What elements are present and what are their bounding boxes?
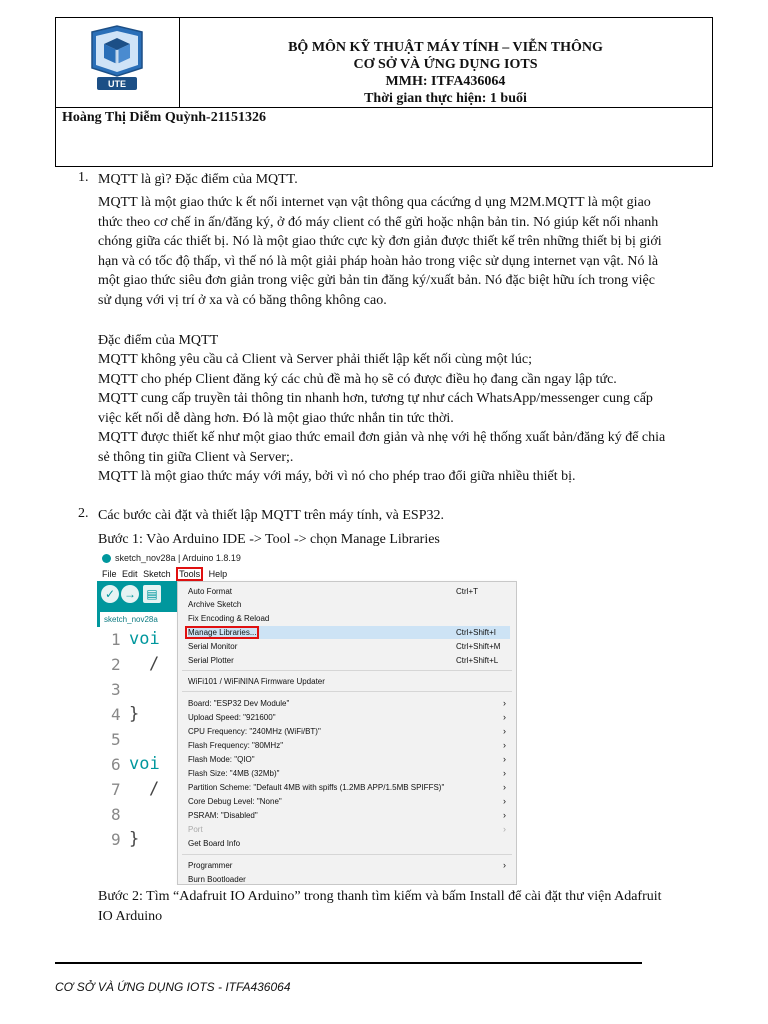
- code-line-2: /: [149, 654, 160, 674]
- feature-line: MQTT cho phép Client đăng ký các chủ đề mà họ sẽ có được điều họ đang cần ngay lập tức.: [98, 371, 617, 387]
- chevron-right-icon: ›: [503, 782, 506, 792]
- code-line-7: /: [149, 779, 160, 799]
- para-line: sử dụng với vị trí ở xa và có băng thông không cao.: [98, 292, 387, 308]
- header-row: [56, 18, 712, 108]
- code-line-1: voi: [129, 629, 160, 649]
- line-number: 7: [111, 780, 121, 799]
- features-list: [98, 350, 718, 487]
- window-titlebar: [97, 550, 517, 566]
- section-1-number: 1.: [78, 170, 89, 185]
- feature-line: sẻ thông tin giữa Client và Server;.: [98, 449, 294, 465]
- menu-bar: [97, 567, 517, 581]
- menu-separator: [182, 854, 512, 855]
- step-2-line-1: Bước 2: Tìm “Adafruit IO Arduino” trong thanh tìm kiếm và bấm Install để cài đặt thư viện Adafruit: [98, 889, 662, 904]
- menu-item-flash-size[interactable]: Flash Size: "4MB (32Mb)" ›: [188, 768, 506, 778]
- chevron-right-icon: ›: [503, 698, 506, 708]
- menu-item-manage-libraries[interactable]: Manage Libraries... Ctrl+Shift+I: [188, 626, 510, 639]
- line-number: 3: [111, 680, 121, 699]
- section-1-paragraph: [98, 193, 718, 310]
- menu-item-port: Port ›: [188, 824, 506, 834]
- footer-text: CƠ SỞ VÀ ỨNG DỤNG IOTS - ITFA436064: [55, 980, 291, 994]
- feature-line: MQTT được thiết kế như một giao thức email đơn giản và nhẹ với hệ thống xuất bản/đăng ký để chia: [98, 430, 666, 445]
- code-line-6: voi: [129, 754, 160, 774]
- header-line-1: BỘ MÔN KỸ THUẬT MÁY TÍNH – VIỄN THÔNG: [288, 40, 603, 55]
- menu-item-fix-encoding[interactable]: Fix Encoding & Reload: [188, 614, 270, 623]
- line-number: 6: [111, 755, 121, 774]
- feature-line: MQTT là một giao thức máy với máy, bởi vì nó cho phép trao đổi giữa nhiều thiết bị.: [98, 469, 576, 484]
- menu-edit[interactable]: Edit: [122, 569, 138, 579]
- menu-item-flash-mode[interactable]: Flash Mode: "QIO" ›: [188, 754, 506, 764]
- chevron-right-icon: ›: [503, 712, 506, 722]
- step-2-line-2: IO Arduino: [98, 908, 163, 924]
- menu-item-core-debug-level[interactable]: Core Debug Level: "None" ›: [188, 796, 506, 806]
- section-2-number: 2.: [78, 506, 89, 521]
- menu-item-serial-plotter[interactable]: Serial Plotter Ctrl+Shift+L: [188, 656, 499, 665]
- step-2-text: [98, 887, 718, 926]
- menu-item-firmware-updater[interactable]: WiFi101 / WiFiNINA Firmware Updater: [188, 677, 325, 686]
- para-line: thức theo cơ chế in ấn/đăng ký, ở đó máy client có thể gửi hoặc nhận bản tin. Nó giúp kết nối nhanh: [98, 214, 659, 230]
- features-title: Đặc điểm của MQTT: [98, 333, 219, 348]
- tab-sketch[interactable]: sketch_nov28a: [100, 612, 184, 627]
- menu-item-flash-frequency[interactable]: Flash Frequency: "80MHz" ›: [188, 740, 506, 750]
- menu-item-burn-bootloader[interactable]: Burn Bootloader: [188, 875, 246, 884]
- ide-toolbar: [97, 581, 187, 607]
- menu-file[interactable]: File: [102, 569, 117, 579]
- verify-icon[interactable]: ✓: [101, 585, 119, 603]
- tools-dropdown-menu: [177, 581, 517, 885]
- section-1-heading: MQTT là gì? Đặc điểm của MQTT.: [98, 172, 298, 187]
- chevron-right-icon: ›: [503, 824, 506, 834]
- ute-logo-icon: [86, 24, 148, 96]
- header-title-block: [179, 18, 712, 107]
- code-line-4: }: [129, 704, 140, 724]
- menu-item-auto-format[interactable]: Auto Format Ctrl+T: [188, 587, 478, 596]
- feature-line: MQTT cung cấp truyền tải thông tin nhanh hơn, tương tự như cách WhatsApp/messenger cung cấp: [98, 391, 653, 406]
- line-number: 4: [111, 705, 121, 724]
- footer-rule: [55, 962, 642, 964]
- header-line-3: MMH: ITFA436064: [385, 74, 506, 89]
- menu-item-board[interactable]: Board: "ESP32 Dev Module" ›: [188, 698, 506, 708]
- menu-sketch[interactable]: Sketch: [143, 569, 171, 579]
- header-line-4: Thời gian thực hiện: 1 buổi: [364, 91, 527, 106]
- menu-item-psram[interactable]: PSRAM: "Disabled" ›: [188, 810, 506, 820]
- code-editor[interactable]: [97, 627, 187, 885]
- chevron-right-icon: ›: [503, 754, 506, 764]
- step-1-text: Bước 1: Vào Arduino IDE -> Tool -> chọn Manage Libraries: [98, 532, 440, 547]
- upload-icon[interactable]: →: [121, 585, 139, 603]
- arduino-ide-screenshot: [97, 550, 517, 885]
- chevron-right-icon: ›: [503, 726, 506, 736]
- section-2-heading: Các bước cài đặt và thiết lập MQTT trên máy tính, và ESP32.: [98, 508, 444, 523]
- chevron-right-icon: ›: [503, 740, 506, 750]
- new-sketch-icon[interactable]: ▤: [143, 585, 161, 603]
- menu-separator: [182, 670, 512, 671]
- chevron-right-icon: ›: [503, 810, 506, 820]
- para-line: một giao thức siêu đơn giản trong việc gửi bản tin đăng ký/xuất bản. Nó đặc biệt hữu ích trong việc: [98, 273, 655, 288]
- line-number: 8: [111, 805, 121, 824]
- menu-item-archive-sketch[interactable]: Archive Sketch: [188, 600, 242, 609]
- menu-help[interactable]: Help: [208, 569, 228, 579]
- line-number: 2: [111, 655, 121, 674]
- menu-item-serial-monitor[interactable]: Serial Monitor Ctrl+Shift+M: [188, 642, 501, 651]
- tab-strip: [97, 607, 187, 627]
- menu-item-get-board-info[interactable]: Get Board Info: [188, 839, 241, 848]
- logo-text: UTE: [108, 79, 126, 89]
- menu-tools[interactable]: Tools: [176, 567, 203, 581]
- arduino-app-icon: [102, 554, 111, 563]
- line-number: 5: [111, 730, 121, 749]
- header-table: [55, 17, 713, 167]
- chevron-right-icon: ›: [503, 796, 506, 806]
- author-name: Hoàng Thị Diễm Quỳnh-21151326: [62, 110, 266, 125]
- logo-cell: [56, 18, 180, 107]
- chevron-right-icon: ›: [503, 860, 506, 870]
- menu-item-programmer[interactable]: Programmer ›: [188, 860, 506, 870]
- para-line: hạn và có tốc độ thấp, vì thế nó là một giải pháp hoàn hảo trong việc sử dụng internet vạn vật. Nó là: [98, 253, 659, 269]
- feature-line: việc kết nối dễ dàng hơn. Đó là một giao thức nhắn tin tức thời.: [98, 410, 454, 426]
- para-line: chóng giữa các thiết bị. Nó là một giao thức cực kỳ đơn giản được thiết kế trên những thiết bị bị giới: [98, 234, 662, 249]
- header-line-2: CƠ SỞ VÀ ỨNG DỤNG IOTS: [353, 57, 538, 72]
- line-number: 9: [111, 830, 121, 849]
- menu-item-partition-scheme[interactable]: Partition Scheme: "Default 4MB with spiffs (1.2MB APP/1.5MB SPIFFS)" ›: [188, 782, 506, 792]
- menu-item-cpu-frequency[interactable]: CPU Frequency: "240MHz (WiFi/BT)" ›: [188, 726, 506, 736]
- chevron-right-icon: ›: [503, 768, 506, 778]
- para-line: MQTT là một giao thức k ết nối internet vạn vật thông qua cácứng d ụng M2M.MQTT là một giao: [98, 195, 651, 210]
- menu-separator: [182, 691, 512, 692]
- code-line-9: }: [129, 829, 140, 849]
- window-title: sketch_nov28a | Arduino 1.8.19: [115, 553, 241, 563]
- feature-line: MQTT không yêu cầu cả Client và Server phải thiết lập kết nối cùng một lúc;: [98, 352, 533, 367]
- line-number: 1: [111, 630, 121, 649]
- menu-item-upload-speed[interactable]: Upload Speed: "921600" ›: [188, 712, 506, 722]
